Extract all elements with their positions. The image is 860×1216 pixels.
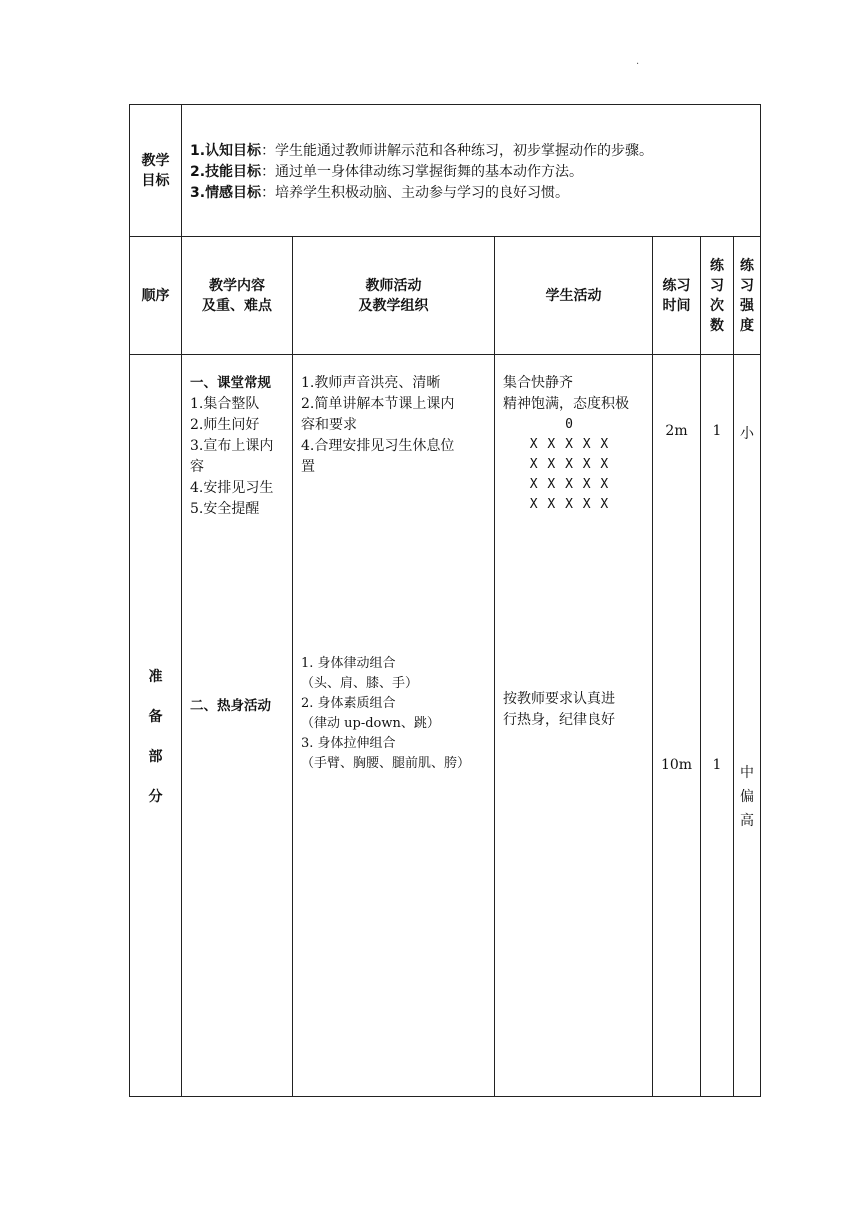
header-time: 练习 时间 — [653, 237, 701, 355]
part1-teacher-line: 置 — [301, 459, 315, 475]
part1-student-line: 集合快静齐 — [503, 375, 573, 391]
part2-teacher-line: （律动 up-down、跳） — [301, 716, 440, 731]
part2-intensity: 中 偏 高 — [740, 765, 755, 829]
part1-item: 2.师生问好 — [190, 417, 260, 433]
part1-teacher-line: 2.简单讲解本节课上课内 — [301, 396, 455, 412]
formation-row: X X X X X — [529, 437, 610, 452]
part1-item: 容 — [190, 459, 204, 475]
goal-item-3: 3.情感目标：培养学生积极动脑、主动参与学习的良好习惯。 — [190, 185, 570, 201]
part2-teacher-line: （手臂、胸腰、腿前肌、胯） — [301, 756, 471, 771]
goals-label-line2: 目标 — [141, 172, 170, 189]
part1-item: 3.宣布上课内 — [190, 438, 274, 454]
part1-time: 2m — [665, 423, 688, 439]
header-order: 顺序 — [130, 237, 182, 355]
header-row — [130, 237, 761, 355]
header-count: 练 习 次 数 — [701, 237, 734, 355]
part1-intensity: 小 — [740, 426, 755, 442]
part1-item: 5.安全提醒 — [190, 501, 260, 517]
formation-diagram — [495, 415, 652, 515]
content-cell — [182, 355, 293, 1097]
part2-count: 1 — [712, 757, 722, 773]
part1-teacher-line: 1.教师声音洪亮、清晰 — [301, 375, 441, 391]
part1-item: 1.集合整队 — [190, 396, 260, 412]
header-intensity: 练 习 强 度 — [734, 237, 761, 355]
part2-teacher-line: 2. 身体素质组合 — [301, 696, 396, 711]
part1-teacher-line: 4.合理安排见习生休息位 — [301, 438, 455, 454]
page-mark: . — [636, 56, 640, 67]
lesson-plan-table — [129, 104, 761, 1097]
section-label: 准 备 部 分 — [130, 355, 182, 1097]
part1-count: 1 — [712, 423, 722, 439]
goals-label-line1: 教学 — [141, 152, 170, 169]
student-cell — [495, 355, 653, 1097]
part1-item: 4.安排见习生 — [190, 480, 274, 496]
preparation-row — [130, 355, 761, 1097]
goals-row — [130, 105, 761, 237]
header-teacher: 教师活动 及教学组织 — [293, 237, 495, 355]
goal-item-1: 1.认知目标：学生能通过教师讲解示范和各种练习，初步掌握动作的步骤。 — [190, 143, 654, 159]
intensity-cell — [734, 355, 761, 1097]
time-cell — [653, 355, 701, 1097]
goal-item-2: 2.技能目标：通过单一身体律动练习掌握街舞的基本动作方法。 — [190, 164, 584, 180]
formation-row: X X X X X — [529, 497, 610, 512]
count-cell — [701, 355, 734, 1097]
part2-teacher-line: （头、肩、膝、手） — [301, 676, 419, 691]
header-content: 教学内容 及重、难点 — [182, 237, 293, 355]
teacher-cell — [293, 355, 495, 1097]
part2-time: 10m — [660, 757, 693, 773]
header-student: 学生活动 — [495, 237, 653, 355]
part2-student-line: 按教师要求认真进 — [503, 691, 615, 707]
goals-text-cell — [182, 105, 761, 237]
formation-row: X X X X X — [529, 477, 610, 492]
formation-row: X X X X X — [529, 457, 610, 472]
part1-teacher-line: 容和要求 — [301, 417, 357, 433]
teacher-marker: 0 — [565, 417, 574, 432]
part2-student-line: 行热身，纪律良好 — [503, 712, 615, 728]
goals-label-cell — [130, 105, 182, 237]
part2-title: 二、热身活动 — [190, 698, 271, 714]
part1-student-line: 精神饱满，态度积极 — [503, 396, 629, 412]
part1-title: 一、课堂常规 — [190, 375, 271, 391]
part2-teacher-line: 1. 身体律动组合 — [301, 656, 396, 671]
part2-teacher-line: 3. 身体拉伸组合 — [301, 736, 396, 751]
